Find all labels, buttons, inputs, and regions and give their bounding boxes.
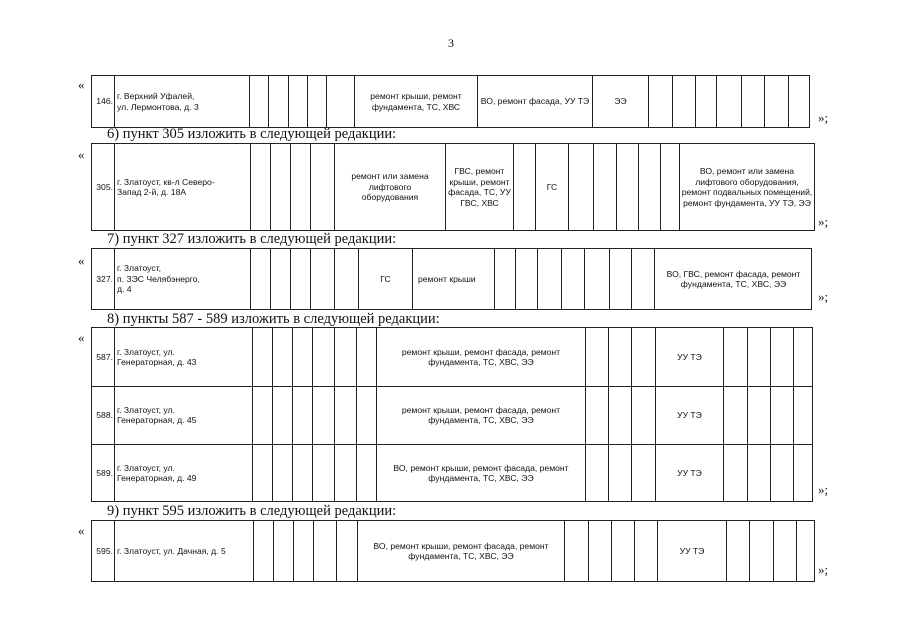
row-number: 588. (96, 409, 113, 420)
works-cell: УУ ТЭ (679, 545, 705, 556)
section-heading: 7) пункт 327 изложить в следующей редакции: (107, 231, 397, 247)
close-quote: »; (818, 562, 829, 577)
works-cell: ГС (380, 273, 391, 284)
address: г. Златоуст, ул. Генераторная, д. 49 (117, 462, 197, 483)
open-quote: « (78, 253, 85, 268)
table-327 (91, 248, 812, 310)
open-quote: « (78, 330, 85, 345)
address: г. Златоуст, п. ЗЭС Челябэнерго, д. 4 (117, 263, 200, 295)
works-cell: ГВС, ремонт крыши, ремонт фасада, ТС, УУ ГВС, ХВС (448, 166, 511, 208)
works-cell: ЭЭ (614, 96, 627, 107)
section-heading: 9) пункт 595 изложить в следующей редакции: (107, 503, 397, 519)
table-587-589 (91, 327, 813, 502)
address: г. Златоуст, кв-л Северо- Запад 2-й, д. 18А (117, 176, 215, 197)
table-305 (91, 143, 815, 231)
row-number: 146. (96, 96, 113, 107)
row-number: 595. (96, 545, 113, 556)
works-cell: ремонт или замена лифтового оборудования (351, 171, 429, 203)
works-cell: ремонт крыши, ремонт фундамента, ТС, ХВС (370, 91, 462, 112)
close-quote: »; (818, 289, 829, 304)
open-quote: « (78, 77, 85, 92)
close-quote: »; (818, 482, 829, 497)
close-quote: »; (818, 110, 829, 125)
works-cell: УУ ТЭ (677, 467, 702, 478)
works-cell: ВО, ремонт крыши, ремонт фасада, ремонт фундамента, ТС, ХВС, ЭЭ (373, 540, 549, 561)
address: г. Златоуст, ул. Генераторная, д. 43 (117, 346, 197, 367)
open-quote: « (78, 523, 85, 538)
section-heading: 6) пункт 305 изложить в следующей редакции: (107, 126, 397, 142)
address: г. Златоуст, ул. Дачная, д. 5 (117, 545, 226, 556)
page-number: 3 (448, 36, 454, 50)
works-cell: ремонт крыши, ремонт фасада, ремонт фундамента, ТС, ХВС, ЭЭ (401, 404, 561, 425)
row-number: 587. (96, 351, 113, 362)
works-cell: ГС (546, 181, 558, 192)
works-cell: УУ ТЭ (677, 351, 702, 362)
works-cell: ВО, ремонт фасада, УУ ТЭ (480, 96, 590, 107)
close-quote: »; (818, 214, 829, 229)
table-146 (91, 75, 810, 128)
works-cell: ВО, ремонт или замена лифтового оборудования, ремонт подвальных помещений, ремонт фундамента, УУ ТЭ, ЭЭ (681, 166, 813, 208)
works-cell: ВО, ГВС, ремонт фасада, ремонт фундамента, ТС, ХВС, ЭЭ (666, 268, 801, 289)
row-number: 305. (96, 181, 113, 192)
section-heading: 8) пункты 587 - 589 изложить в следующей редакции: (107, 311, 440, 327)
works-cell: ремонт крыши, ремонт фасада, ремонт фундамента, ТС, ХВС, ЭЭ (401, 346, 561, 367)
row-number: 327. (96, 273, 113, 284)
address: г. Златоуст, ул. Генераторная, д. 45 (117, 404, 197, 425)
open-quote: « (78, 147, 85, 162)
row-number: 589. (96, 467, 113, 478)
address: г. Верхний Уфалей, ул. Лермонтова, д. 3 (117, 91, 199, 112)
table-595 (91, 520, 815, 582)
works-cell: УУ ТЭ (677, 409, 702, 420)
works-cell: ВО, ремонт крыши, ремонт фасада, ремонт фундамента, ТС, ХВС, ЭЭ (393, 462, 569, 483)
works-cell: ремонт крыши (418, 273, 476, 284)
